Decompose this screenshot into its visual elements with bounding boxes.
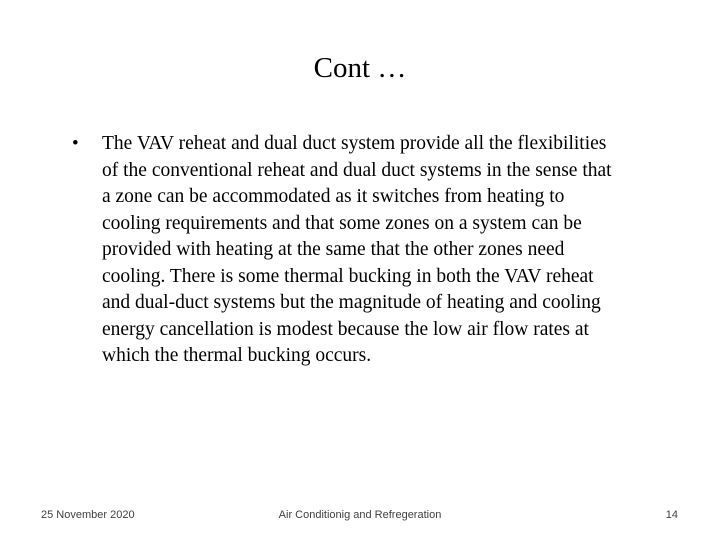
bullet-item	[72, 131, 690, 370]
footer-date: 25 November 2020	[41, 509, 135, 521]
bullet-text: The VAV reheat and dual duct system provide all the flexibilities of the conventional reheat and dual duct systems in the sense that a zone can be accommodated as it switches from heating to cooling requirements and that some zones on a system can be provided with heating at the same that the other zones need cooling. There is some thermal bucking in both the VAV reheat and dual-duct systems but the magnitude of heating and cooling energy cancellation is modest because the low air flow rates at which the thermal bucking occurs.	[102, 133, 612, 366]
footer-title: Air Conditionig and Refregeration	[278, 509, 442, 521]
slide-content	[72, 131, 690, 370]
bullet-marker-icon: •	[72, 133, 79, 154]
page-number: 14	[665, 509, 678, 521]
slide-title: Cont …	[313, 52, 407, 84]
